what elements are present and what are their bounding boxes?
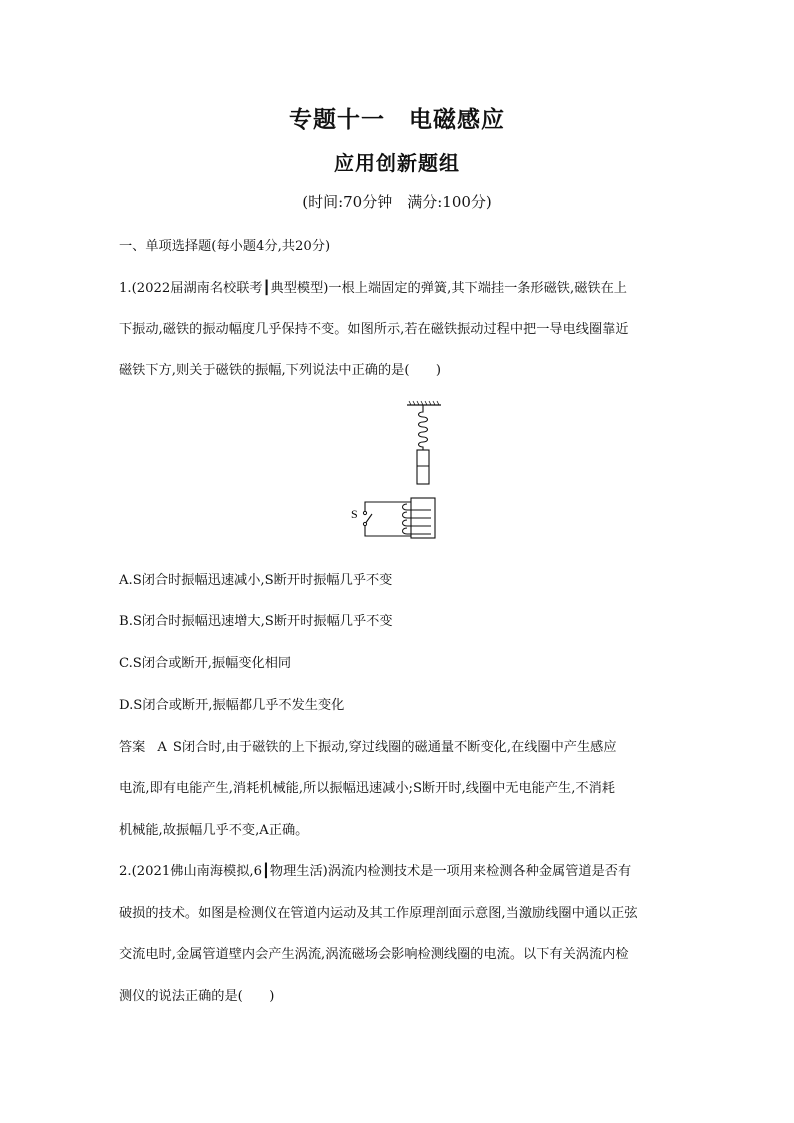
page-subtitle: 应用创新题组 [334,151,460,175]
answer-letter: A [157,740,167,755]
q1-option-b: B.S闭合时振幅迅速增大,S断开时振幅几乎不变 [119,614,393,629]
bar-magnet [417,450,429,484]
section-heading: 一、单项选择题(每小题4分,共20分) [119,239,331,254]
switch-label: S [351,507,358,521]
answer-text-1: S闭合时,由于磁铁的上下振动,穿过线圈的磁通量不断变化,在线圈中产生感应 [172,740,617,755]
q2-line-3: 交流电时,金属管道壁内会产生涡流,涡流磁场会影响检测线圈的电流。以下有关涡流内检 [119,947,629,962]
q1-answer-line-3: 机械能,故振幅几乎不变,A正确。 [119,823,309,838]
q1-option-d: D.S闭合或断开,振幅都几乎不发生变化 [119,698,345,713]
answer-label: 答案 [119,740,146,755]
q1-option-c: C.S闭合或断开,振幅变化相同 [119,656,292,671]
spring [419,405,428,450]
q2-line-2: 破损的技术。如图是检测仪在管道内运动及其工作原理剖面示意图,当激励线圈中通以正弦 [119,906,638,921]
page-title: 专题十一 电磁感应 [289,106,505,133]
exam-meta: (时间:70分钟 满分:100分) [302,193,492,211]
q1-answer-line-2: 电流,即有电能产生,消耗机械能,所以振幅迅速减小;S断开时,线圈中无电能产生,不消耗 [119,781,615,796]
q1-answer-line-1 [119,736,617,755]
q1-line-2: 下振动,磁铁的振动幅度几乎保持不变。如图所示,若在磁铁振动过程中把一导电线圈靠近 [119,322,629,337]
spring-magnet-coil-figure [345,400,455,540]
circuit-wires [365,502,411,536]
ceiling [407,401,441,405]
switch-s [363,511,372,525]
q1-option-a: A.S闭合时振幅迅速减小,S断开时振幅几乎不变 [119,573,393,588]
q2-line-4: 测仪的说法正确的是( ) [119,989,275,1004]
q1-line-1: 1.(2022届湖南名校联考┃典型模型)一根上端固定的弹簧,其下端挂一条形磁铁,磁铁在上 [119,281,627,296]
q2-line-1: 2.(2021佛山南海模拟,6┃物理生活)涡流内检测技术是一项用来检测各种金属管道是否有 [119,864,632,879]
q1-line-3: 磁铁下方,则关于磁铁的振幅,下列说法中正确的是( ) [119,363,441,378]
